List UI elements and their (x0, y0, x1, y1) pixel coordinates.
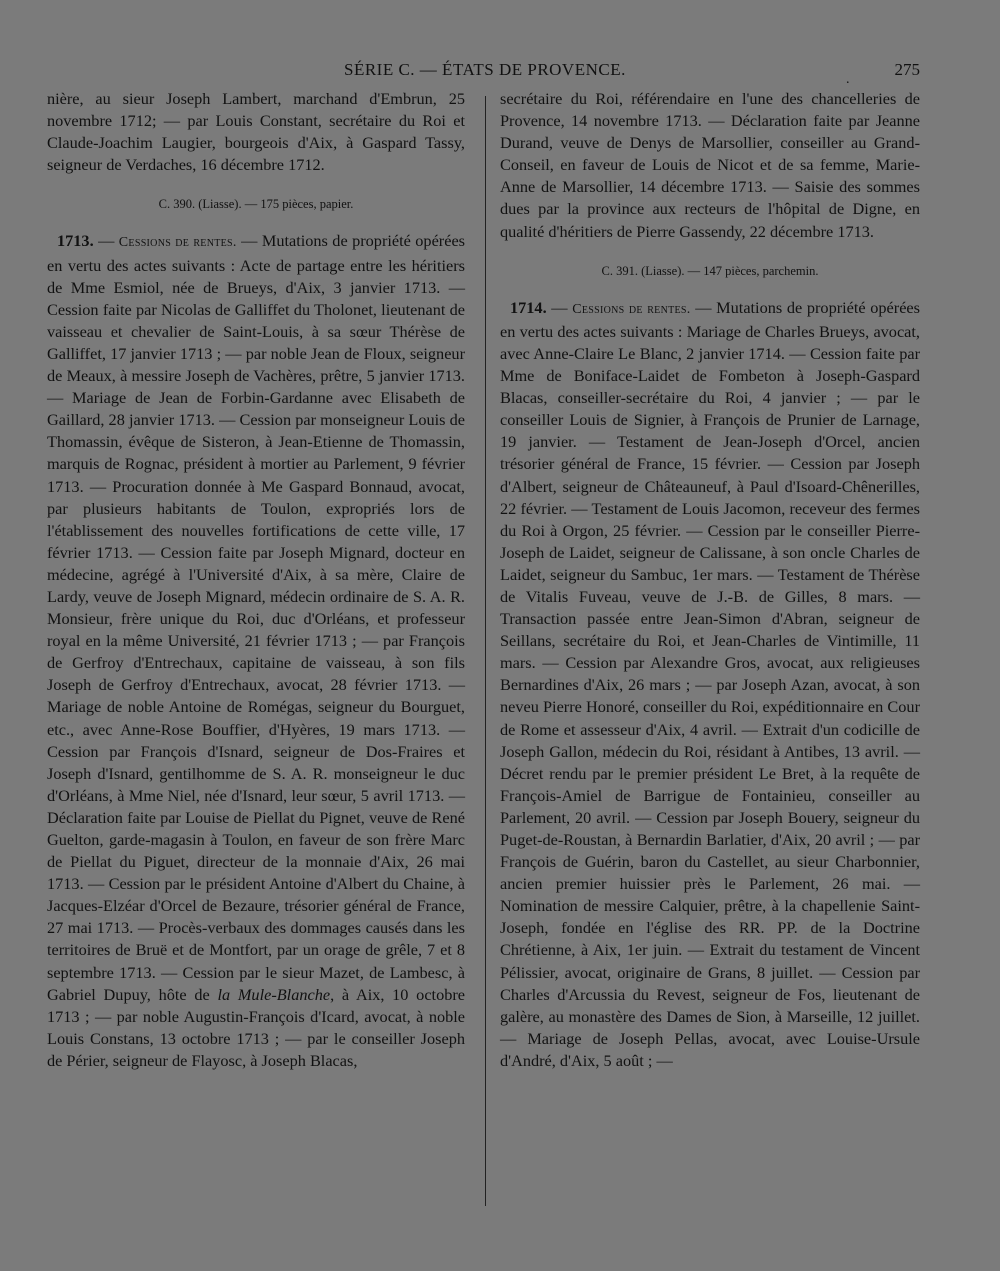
source-reference: C. 391. (Liasse). — 147 pièces, parchemin. (601, 263, 819, 278)
entry-italic: la Mule-Blanche (217, 984, 331, 1004)
entry-dash: — (546, 297, 573, 317)
running-title: SÉRIE C. — ÉTATS DE PROVENCE. (344, 60, 626, 79)
entry-dash: — (93, 231, 119, 251)
entry-1714 (500, 297, 920, 1072)
entry-text: — Mutations de propriété opérées en vertu des actes suivants : Acte de partage entre les héritiers de Mme Esmiol, née de Brueys, d'Aix, 3 janvier 1713. — Cession faite par Nicolas de Galliffet du Tholonet, lieutenant de vaisseau et chevalier de Saint-Louis, à sa sœur Thérèse de Galliffet, 17 janvier 1713 ; — par noble Jean de Floux, seigneur de Meaux, à messire Joseph de Vachères, prêtre, 5 janvier 1713. — Mariage de Jean de Forbin-Gardanne avec Elisabeth de Gaillard, 28 janvier 1713. — Cession par monseigneur Louis de Thomassin, évêque de Sisteron, à Jean-Etienne de Thomassin, marquis de Rognac, président à mortier au Parlement, 9 février 1713. — Procuration donnée à Me Gaspard Bonnaud, avocat, par plusieurs habitants de Toulon, expropriés lors de l'établissement des nouvelles fortifications de cette ville, 17 février 1713. — Cession faite par Joseph Mignard, docteur en médecine, agrégé à l'Université d'Aix, à sa mère, Claire de Lardy, veuve de Joseph Mignard, médecin ordinaire de S. A. R. Monsieur, frère unique du Roi, duc d'Orléans, et professeur royal en la même Université, 21 février 1713 ; — par François de Gerfroy d'Entrechaux, capitaine de vaisseau, à son fils Joseph de Gerfroy d'Entrechaux, avocat, 28 février 1713. — Mariage de noble Antoine de Romégas, seigneur du Bourguet, etc., avec Anne-Rose Bouffier, d'Hyères, 19 mars 1713. — Cession par François d'Isnard, seigneur de Dos-Fraires et Joseph d'Isnard, gentilhomme de S. A. R. monseigneur le duc d'Orléans, à Mme Niel, née d'Isnard, leur sœur, 5 avril 1713. — Déclaration faite par Louise de Piellat du Pignet, veuve de René Guelton, garde-magasin à Toulon, en faveur de son frère Marc de Piellat du Piguet, directeur de la monnaie d'Aix, 26 mai 1713. — Cession par le président Antoine d'Albert du Chaine, à Jacques-Elzéar d'Orcel de Bezaure, trésorier général de France, 27 mai 1713. — Procès-verbaux des dommages causés dans les territoires de Bruë et de Montfort, par un orage de grêle, 7 et 8 septembre 1713. — Cession par le sieur Mazet, de Lambesc, à Gabriel Dupuy, hôte de (47, 231, 466, 1004)
continued-paragraph: nière, au sieur Joseph Lambert, marchand d'Embrun, 25 novembre 1712; — par Louis Constant, secrétaire du Roi et Claude-Joachim Laugier, bourgeois d'Aix, à Gaspard Tassy, seigneur de Verdaches, 16 décembre 1712. (47, 89, 465, 175)
continued-paragraph: secrétaire du Roi, référendaire en l'une des chancelleries de Provence, 14 novembre 1713. — Déclaration faite par Jeanne Durand, veuve de Denys de Marsollier, conseiller au Grand-Conseil, en faveur de Louis de Nicot et de sa femme, Marie-Anne de Marsollier, 14 décembre 1713. — Saisie des sommes dues par la province aux recteurs de l'hôpital de Digne, en qualité d'héritiers de Pierre Gassendy, 22 décembre 1713. (500, 89, 920, 241)
column-divider (485, 96, 486, 1206)
entry-heading: Cessions de rentes. (572, 301, 691, 317)
entry-year: 1713. (57, 231, 94, 251)
entry-year: 1714. (510, 297, 547, 317)
page-number: 275 (894, 60, 920, 79)
source-reference: C. 390. (Liasse). — 175 pièces, papier. (158, 197, 354, 212)
page-header (0, 60, 1000, 86)
entry-heading: Cessions de rentes. (118, 235, 237, 251)
entry-text: — Mutations de propriété opérées en vertu des actes suivants : Mariage de Charles Brueys, avocat, avec Anne-Claire Le Blanc, 2 janvier 1714. — Cession faite par Mme de Boniface-Laidet de Fombeton à Joseph-Gaspard Blacas, conseiller-secrétaire du Roi, 4 janvier ; — par le conseiller Louis de Signier, à François de Prunier de Larnage, 19 janvier. — Testament de Jean-Joseph d'Orcel, ancien trésorier général de France, 15 février. — Cession par Joseph d'Albert, seigneur de Châteauneuf, à Paul d'Isoard-Chênerilles, 22 février. — Testament de Louis Jacomon, receveur des fermes du Roi à Orgon, 25 février. — Cession par le conseiller Pierre-Joseph de Laidet, seigneur de Calissane, à son oncle Charles de Laidet, seigneur du Sambuc, 1er mars. — Testament de Thérèse de Vitalis Fuveau, veuve de J.-B. de Gilles, 8 mars. — Transaction passée entre Jean-Simon d'Abran, seigneur de Seillans, secrétaire du Roi, et Jean-Charles de Vintimille, 11 mars. — Cession par Alexandre Gros, avocat, aux religieuses Bernardines d'Aix, 26 mars ; — par Joseph Azan, avocat, à son neveu Pierre Honoré, conseiller du Roi, expéditionnaire en Cour de Rome et assesseur d'Aix, 4 avril. — Extrait d'un codicille de Joseph Gallon, médecin du Roi, résidant à Antibes, 13 avril. — Décret rendu par le premier président Le Bret, à la requête de François-Amiel de Barrigue de Fontainieu, conseiller au Parlement, 20 avril. — Cession par Joseph Bouery, seigneur du Puget-de-Roustan, à Bernardin Barlatier, d'Aix, 20 avril ; — par François de Guérin, baron du Castellet, au sieur Charbonnier, ancien premier huissier près le Parlement, 26 mai. — Nomination de messire Calquier, prêtre, à la chapellenie Saint-Joseph, fondée en l'église des RR. PP. de la Doctrine Chrétienne, à Aix, 1er juin. — Extrait du testament de Vincent Pélissier, avocat, originaire de Grans, 8 juillet. — Cession par Charles d'Arcussia du Revest, seigneur de Fos, lieutenant de galère, au monastère des Dames de Sion, à Marseille, 12 juillet. — Mariage de Joseph Pellas, avocat, avec Louise-Ursule d'André, d'Aix, 5 août ; — (500, 297, 920, 1070)
entry-1713 (47, 230, 465, 1072)
print-speck: . (846, 72, 850, 87)
entry-text-continued: , à Aix, 10 octobre 1713 ; — par noble Augustin-François d'Icard, avocat, à noble Louis Constans, 13 octobre 1713 ; — par le conseiller Joseph de Périer, seigneur de Flayosc, à Joseph Blacas, (47, 984, 465, 1070)
right-column (500, 88, 920, 1072)
left-column (47, 88, 465, 1072)
